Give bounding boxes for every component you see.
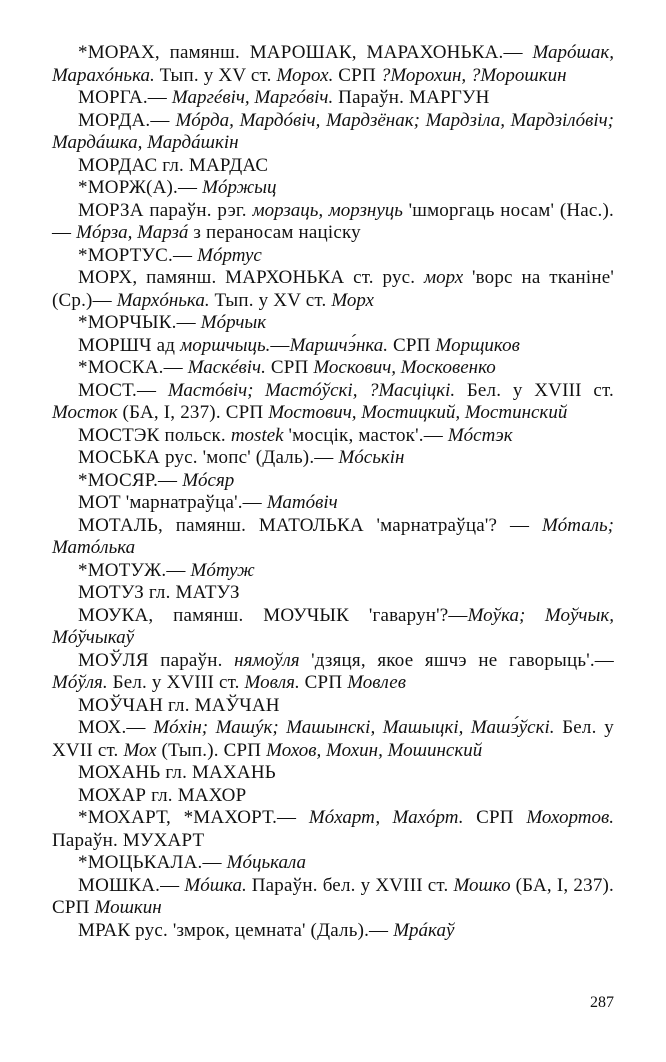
entry-text: МОСТЭК польск. [78,424,231,446]
entry-italic-text: Мóськін [338,447,405,468]
entry-text: — [270,334,290,356]
entry-italic-text: Морх [331,289,374,311]
dictionary-entry [52,695,614,718]
entry-text: з пераносам націску [188,222,361,243]
dictionary-entry [52,335,614,358]
entry-text: МРАК рус. 'змрок, цемната' (Даль).— [78,919,394,941]
entry-italic-text: Мохортов. [526,807,614,828]
dictionary-entry [52,515,614,560]
entry-italic-text: Мóўля. [52,672,108,693]
dictionary-entry [52,357,614,380]
page-number: 287 [590,994,614,1011]
entry-text: *МОТУЖ.— [78,559,191,581]
dictionary-entry [52,717,614,762]
entry-text: МОХ.— [78,717,154,738]
dictionary-entry [52,42,614,87]
entry-italic-text: Мóтуж [190,559,255,581]
dictionary-entry [52,380,614,425]
entry-text: МОТ 'марнатраўца'.— [78,492,267,513]
dictionary-entry [52,762,614,785]
dictionary-entry [52,470,614,493]
dictionary-entry [52,807,614,852]
entry-text: СРП [265,357,314,378]
entry-text: Бел. у XVIII ст. [455,379,615,401]
entry-text: *МОСЯР.— [78,469,183,491]
dictionary-entry [52,155,614,178]
entry-italic-text: Москович, Московенко [313,357,496,378]
entry-italic-text: Мóшка. [184,874,247,896]
dictionary-entry [52,920,614,943]
entry-italic-text: Маргéвіч, Маргóвіч. [171,87,334,108]
entry-text: Тып. у XV ст. [209,289,332,311]
dictionary-entry [52,650,614,695]
entry-italic-text: Мохов, Мохин, Мошинский [266,739,483,761]
dictionary-page [52,42,614,942]
entry-text: *МОХАРТ, *МАХОРТ.— [78,807,309,828]
entry-text: *МОРТУС.— [78,244,198,266]
entry-text: МОШКА.— [78,874,185,896]
entry-text: МОХАР гл. МАХОР [78,784,247,806]
entry-italic-text: Мóрда, Мардóвіч, Мардзёнак; Мардзіла, Мардзілóвіч; Мардáшка, Мардáшкін [52,109,614,153]
entry-text: МОСТ.— [78,379,168,401]
entry-italic-text: Мосток [52,402,118,423]
entry-italic-text: Маскéвіч. [187,357,266,378]
entry-text: Тып. у XV ст. [154,64,277,86]
entry-text: СРП [463,807,527,828]
entry-italic-text: Мрáкаў [393,919,455,941]
entry-italic-text: Матóвіч [266,492,338,513]
entry-text: МОТУЗ гл. МАТУЗ [78,582,240,603]
entry-italic-text: морзаць, морзнуць [252,199,403,221]
entry-italic-text: Мóстэк [447,424,513,446]
entry-text: МОРДА.— [78,109,176,131]
entry-italic-text: Мох [123,739,157,761]
dictionary-entry [52,245,614,268]
dictionary-entry [52,447,614,470]
dictionary-entry [52,87,614,110]
entry-text: МОХАНЬ гл. МАХАНЬ [78,762,276,783]
entry-italic-text: Мóрза, Марзá [76,222,189,243]
entry-italic-text: Мóхарт, Махóрт. [308,807,464,828]
entry-text: МОРДАС гл. МАРДАС [78,154,269,176]
entry-text: *МОЦЬКАЛА.— [78,852,227,873]
entry-text: (БА, I, 237). СРП [52,874,614,918]
entry-text: *МОСКА.— [78,357,188,378]
entry-text: МОРХ, памянш. МАРХОНЬКА ст. рус. [78,267,425,288]
dictionary-entry [52,605,614,650]
entry-italic-text: Мовля. [244,672,300,693]
entry-italic-text: Мархóнька. [116,289,210,311]
dictionary-entry [52,875,614,920]
dictionary-entry [52,200,614,245]
entry-text: *МОРЖ(А).— [78,177,203,198]
entry-italic-text: морх [424,267,464,288]
dictionary-entry [52,785,614,808]
dictionary-entry [52,560,614,583]
dictionary-entry [52,492,614,515]
entry-list [52,42,614,942]
entry-italic-text: Мóцькала [226,852,307,873]
dictionary-entry [52,425,614,448]
dictionary-entry [52,177,614,200]
entry-italic-text: Мошкин [94,897,162,918]
entry-italic-text: Морщиков [435,334,520,356]
dictionary-entry [52,267,614,312]
entry-text: Параўн. МАРГУН [333,87,490,108]
entry-text: СРП [388,334,436,356]
entry-italic-text: Мóсяр [182,469,235,491]
entry-text: 'дзяця, якое яшчэ не гаворыць'.— [299,649,614,671]
entry-text: 'мосцік, масток'.— [283,424,448,446]
entry-italic-text: Марóшак, Марахóнька. [52,42,614,86]
entry-italic-text: моршчыць. [180,334,271,356]
entry-italic-text: Мóрчык [200,312,267,333]
entry-italic-text: Мовлев [347,672,406,693]
entry-text: СРП [299,672,348,693]
entry-text: (Тып.). СРП [156,739,267,761]
entry-italic-text: Моўка; Моўчык, Мóўчыкаў [52,604,614,648]
entry-text: МОТАЛЬ, памянш. МАТОЛЬКА 'марнатраўца'? — [78,514,542,536]
entry-text: МОУКА, памянш. МОУЧЫК 'гаварун'?— [78,604,468,626]
entry-text: Бел. у XVIII ст. [107,672,245,693]
entry-italic-text: Мóржыц [202,177,277,198]
entry-italic-text: Мошко [453,874,511,896]
dictionary-entry [52,582,614,605]
entry-italic-text: Мóталь; Матóлька [52,514,614,558]
entry-text: СРП [333,64,381,86]
dictionary-entry [52,852,614,875]
entry-italic-text: Маршчэ́нка. [289,334,389,356]
entry-text: Параўн. МУХАРТ [52,829,205,851]
entry-text: 'шморгаць носам' (Нас.).— [52,199,614,243]
entry-italic-text: Мастóвіч; Мастóўскі, ?Масціцкі. [167,379,456,401]
entry-text: Бел. у XVII ст. [52,717,614,761]
entry-italic-text: ?Морохин, ?Морошкин [380,64,567,86]
entry-italic-text: Мóртус [197,244,262,266]
entry-text: МОРШЧ ад [78,334,181,356]
entry-text: *МОРЧЫК.— [78,312,201,333]
dictionary-entry [52,110,614,155]
entry-text: МОРГА.— [78,87,172,108]
dictionary-entry [52,312,614,335]
entry-text: МОЎЛЯ параўн. [78,649,235,671]
entry-text: (БА, I, 237). СРП [117,402,269,423]
entry-italic-text: Мóхін; Машýк; Машынскі, Машыцкі, Машэ́ўскі. [153,717,555,738]
entry-text: 'ворс на тканіне' (Ср.)— [52,267,614,311]
entry-italic-text: Мостович, Мостицкий, Мостинский [268,402,568,423]
entry-text: *МОРАХ, памянш. МАРОШАК, МАРАХОНЬКА.— [78,42,533,63]
entry-text: МОСЬКА рус. 'мопс' (Даль).— [78,447,339,468]
entry-italic-text: Морох. [276,64,334,86]
entry-text: МОРЗА параўн. рэг. [78,199,253,221]
entry-italic-text: mostek [230,424,284,446]
entry-text: Параўн. бел. у XVIII ст. [246,874,454,896]
entry-italic-text: нямоўля [234,649,300,671]
entry-text: МОЎЧАН гл. МАЎЧАН [78,694,280,716]
